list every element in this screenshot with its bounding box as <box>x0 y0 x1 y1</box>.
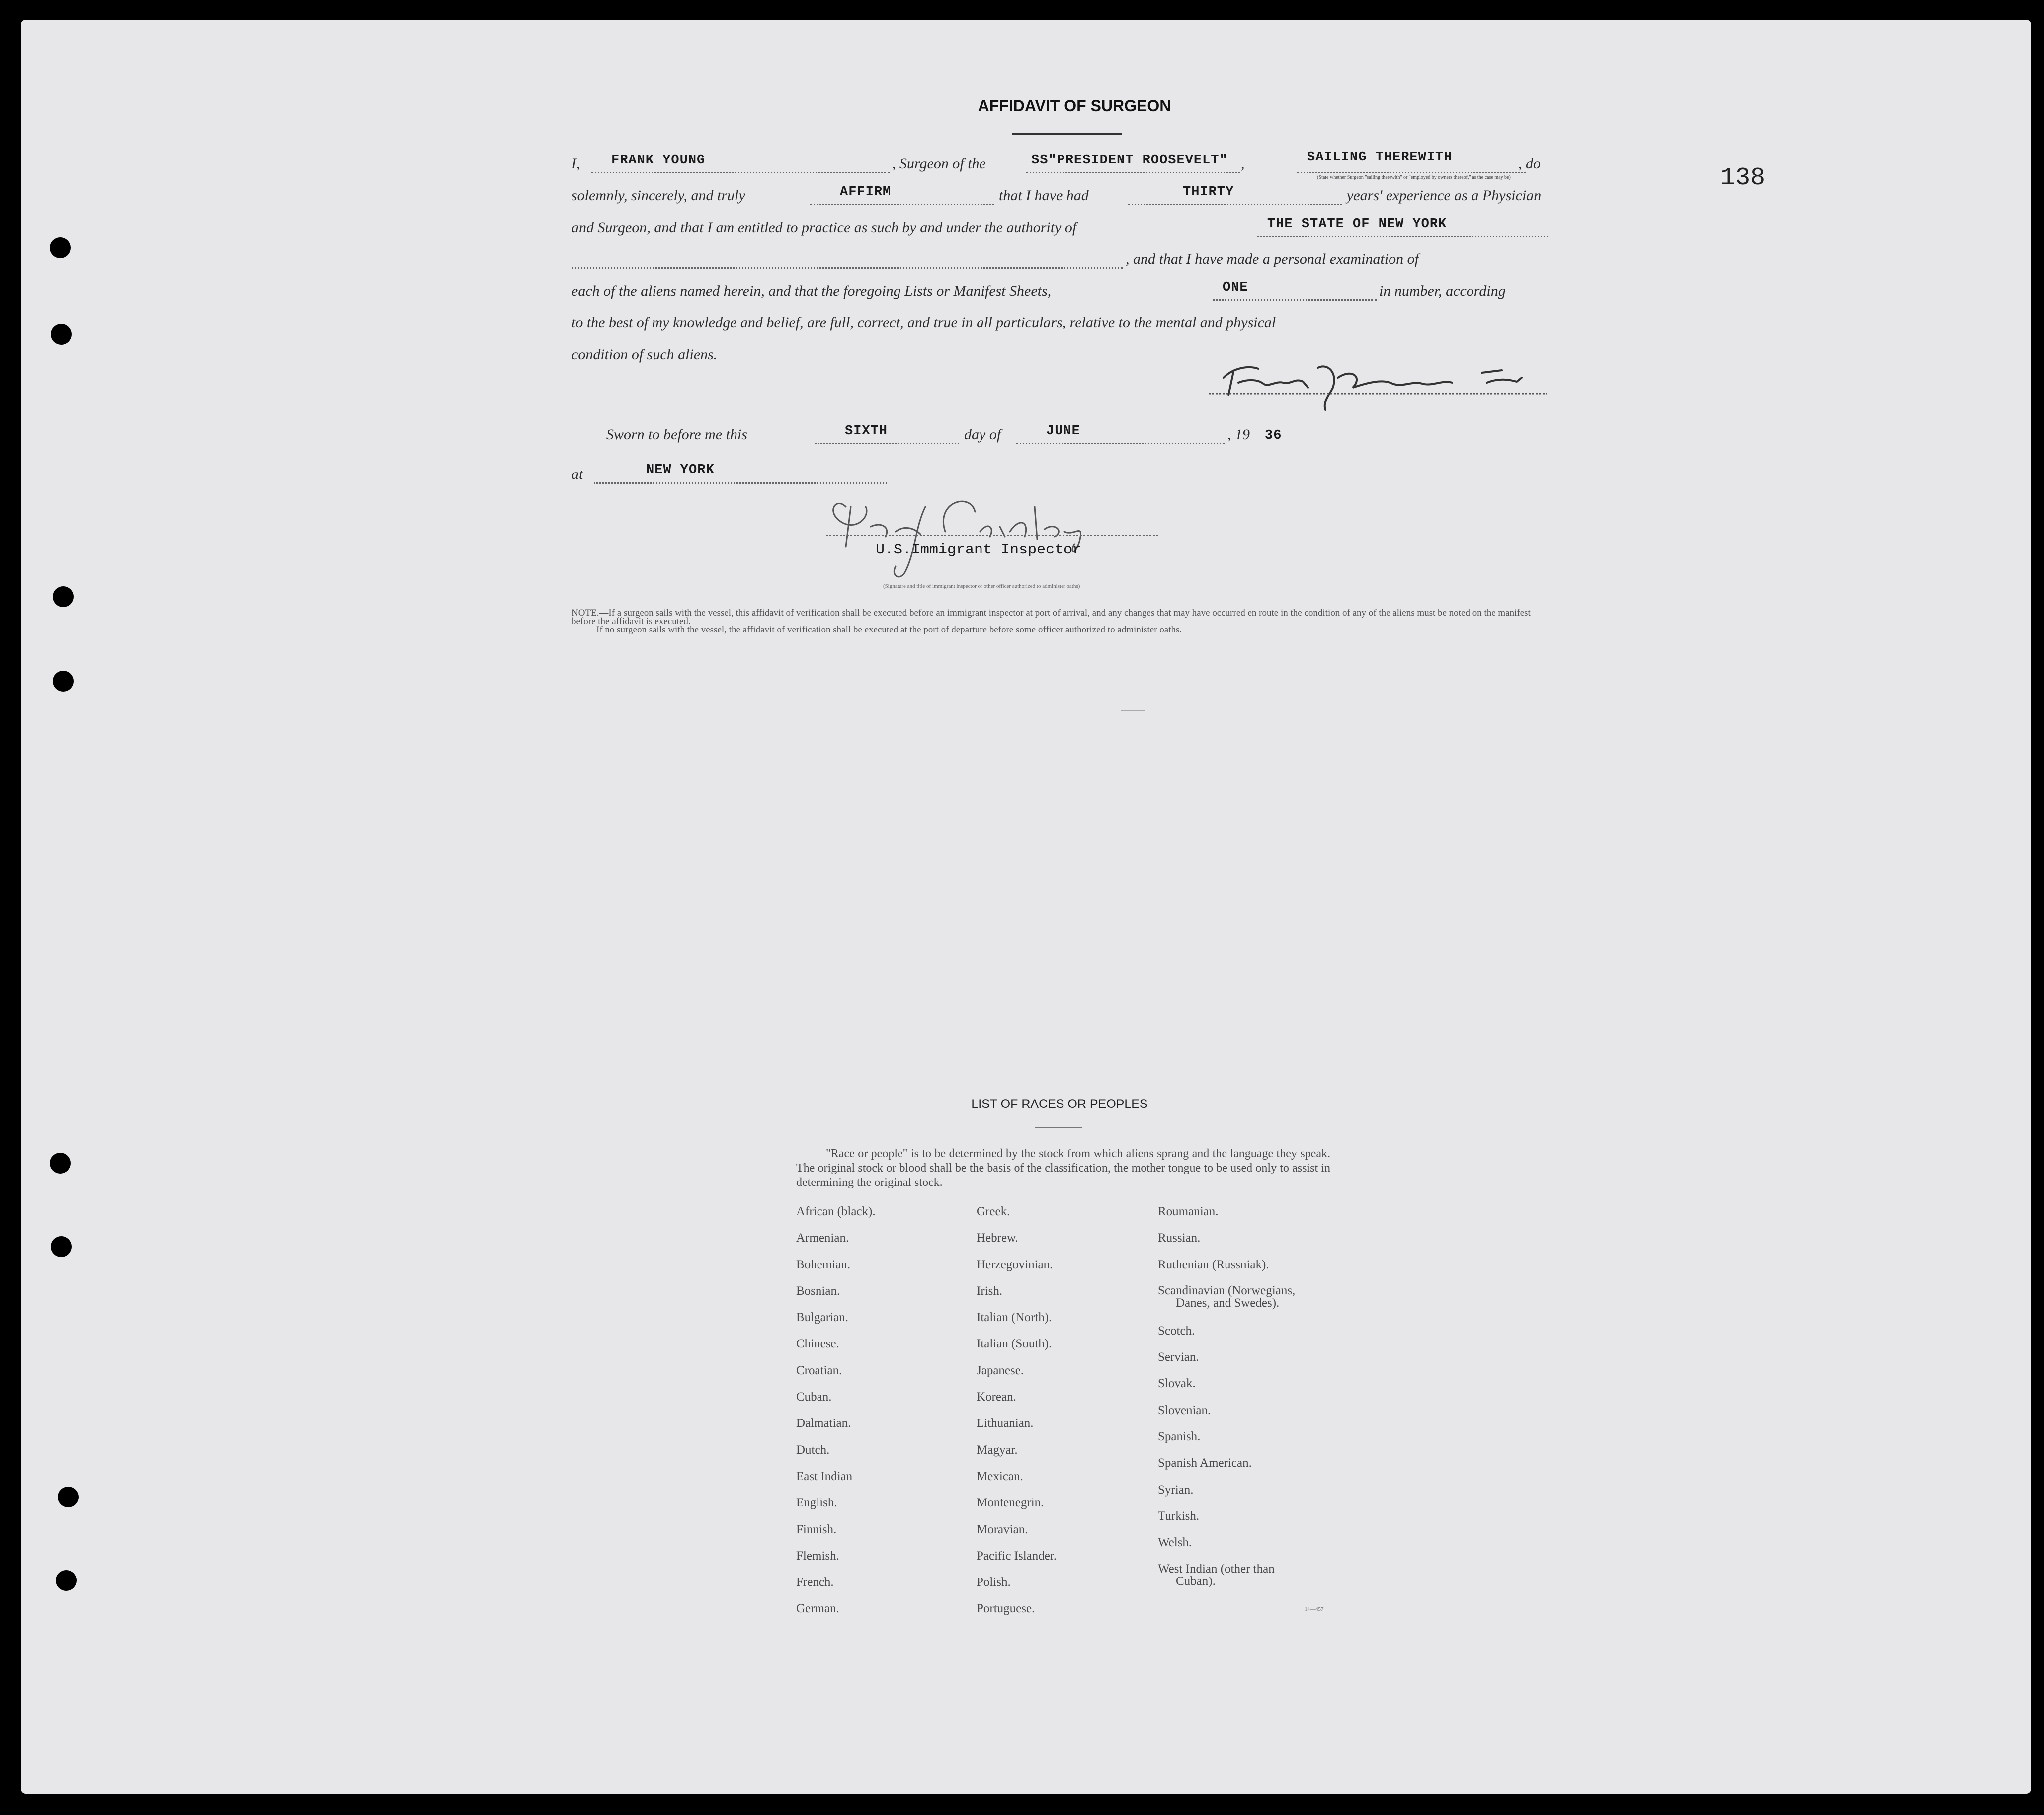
text-in-number: in number, according <box>1379 283 1506 299</box>
race-item: Ruthenian (Russniak). <box>1158 1258 1269 1271</box>
race-item: Moravian. <box>977 1522 1028 1536</box>
years-field <box>1128 184 1342 205</box>
binder-hole <box>50 1153 71 1174</box>
race-item: Scandinavian (Norwegians, <box>1158 1283 1296 1297</box>
race-item: Dalmatian. <box>796 1417 851 1430</box>
years: THIRTY <box>1183 185 1234 200</box>
text-best-of-knowledge: to the best of my knowledge and belief, are full, correct, and true in all particulars, relative to the mental and physical <box>572 315 1276 331</box>
surgeon-name-field <box>591 152 890 173</box>
race-item: Lithuanian. <box>977 1417 1034 1430</box>
text-that-i-have-had: that I have had <box>999 187 1089 204</box>
text-day-of: day of <box>964 426 1001 443</box>
race-item-multiline <box>1158 1563 1295 1592</box>
binder-hole <box>51 1236 72 1257</box>
race-item: Bosnian. <box>796 1284 840 1298</box>
text-at: at <box>572 466 583 482</box>
race-item: Portuguese. <box>977 1602 1035 1616</box>
affidavit-line-6 <box>572 306 1548 335</box>
race-item: African (black). <box>796 1205 876 1218</box>
race-item: Flemish. <box>796 1549 839 1563</box>
text-personal-examination: , and that I have made a personal examination of <box>1126 251 1419 267</box>
races-title: LIST OF RACES OR PEOPLES <box>971 1097 1148 1111</box>
note-paragraph-1: NOTE.—If a surgeon sails with the vessel, this affidavit of verification shall be executed before an immigrant inspector at port of arrival, and any changes that may have occurred en route in the condition of any of the aliens must be noted on the manifest before the affidavit is executed. <box>572 608 1531 627</box>
race-item: Herzegovinian. <box>977 1258 1053 1271</box>
race-item: Irish. <box>977 1284 1003 1298</box>
affidavit-line-1 <box>572 147 1548 180</box>
race-item: Italian (North). <box>977 1311 1052 1325</box>
race-item-multiline <box>1158 1284 1295 1324</box>
binder-hole <box>51 324 72 345</box>
race-item: French. <box>796 1576 834 1589</box>
sworn-day-field <box>815 423 959 444</box>
text-do: , do <box>1518 156 1541 172</box>
race-item: Chinese. <box>796 1337 839 1351</box>
binder-hole <box>53 671 74 692</box>
race-item: Spanish. <box>1158 1430 1201 1444</box>
affidavit-line-5 <box>572 274 1548 304</box>
inspector-title: U.S.Immigrant Inspector <box>876 542 1082 558</box>
race-item: Croatian. <box>796 1363 842 1377</box>
capacity-field <box>1297 152 1526 173</box>
text-surgeon-of: , Surgeon of the <box>892 156 986 172</box>
text-i: I, <box>572 156 580 172</box>
race-item-continuation: Danes, and Swedes). <box>1176 1296 1280 1310</box>
text-nineteen: , 19 <box>1227 426 1250 443</box>
races-intro: "Race or people" is to be determined by the stock from which aliens sprang and the language they speak. The original stock or blood shall be the basis of the classification, the mother tongue to be used only to assist in determining the original stock. <box>796 1147 1330 1189</box>
races-column-3 <box>1158 1205 1295 1592</box>
vessel-name: SS"PRESIDENT ROOSEVELT" <box>1031 153 1228 168</box>
race-item: Montenegrin. <box>977 1496 1044 1510</box>
text-comma: , <box>1241 156 1245 172</box>
race-item: Finnish. <box>796 1522 837 1536</box>
sworn-month: JUNE <box>1046 424 1080 439</box>
race-item: Russian. <box>1158 1231 1201 1245</box>
race-item: Polish. <box>977 1576 1011 1589</box>
oath-type: AFFIRM <box>840 185 892 200</box>
race-item: Bohemian. <box>796 1258 851 1271</box>
authority: THE STATE OF NEW YORK <box>1267 217 1447 232</box>
races-column-2 <box>977 1205 1057 1629</box>
sworn-year: 36 <box>1265 428 1282 443</box>
binder-hole <box>56 1570 77 1591</box>
oath-field <box>810 184 994 205</box>
note-paragraph-2: If no surgeon sails with the vessel, the affidavit of verification shall be executed at the port of departure before some officer authorized to administer oaths. <box>596 625 1182 635</box>
text-condition: condition of such aliens. <box>572 346 718 363</box>
binder-hole <box>53 586 74 607</box>
race-item: Servian. <box>1158 1350 1199 1364</box>
sheet-count: ONE <box>1223 280 1248 295</box>
text-sworn: Sworn to before me this <box>606 426 747 443</box>
text-years-experience: years' experience as a Physician <box>1347 187 1542 204</box>
races-column-1 <box>796 1205 876 1629</box>
authority-field <box>1257 216 1548 237</box>
affidavit-line-3 <box>572 210 1548 240</box>
race-item: Spanish American. <box>1158 1456 1252 1470</box>
race-item: Welsh. <box>1158 1536 1192 1550</box>
capacity-note: (State whether Surgeon "sailing therewith" or "employed by owners thereof," as the case may be) <box>1317 175 1511 180</box>
race-item: Greek. <box>977 1205 1010 1218</box>
binder-hole <box>50 237 71 258</box>
race-item: Slovak. <box>1158 1377 1196 1391</box>
race-item: East Indian <box>796 1469 853 1483</box>
text-each-of-the-aliens: each of the aliens named herein, and that the foregoing Lists or Manifest Sheets, <box>572 283 1052 299</box>
race-item: Dutch. <box>796 1443 830 1457</box>
sworn-month-field <box>1016 423 1225 444</box>
capacity: SAILING THEREWITH <box>1307 150 1453 165</box>
authority-continuation-field <box>572 247 1123 269</box>
races-title-rule <box>1035 1127 1082 1128</box>
affidavit-title: AFFIDAVIT OF SURGEON <box>978 97 1171 115</box>
sheet-count-field <box>1213 279 1377 301</box>
race-item: Scotch. <box>1158 1324 1195 1338</box>
affidavit-line-4 <box>572 242 1548 272</box>
vessel-field <box>1026 152 1240 173</box>
sworn-line <box>572 417 1548 447</box>
sworn-place: NEW YORK <box>646 463 715 477</box>
sworn-day: SIXTH <box>845 424 888 439</box>
affidavit-note <box>572 609 1548 634</box>
race-item: Turkish. <box>1158 1509 1200 1523</box>
inspector-signature <box>816 477 1164 591</box>
binder-hole <box>58 1487 79 1507</box>
document-page <box>21 20 2031 1794</box>
race-item: Hebrew. <box>977 1231 1018 1245</box>
title-rule <box>1012 133 1122 135</box>
race-item: English. <box>796 1496 837 1510</box>
race-item-continuation: Cuban). <box>1176 1574 1216 1588</box>
text-solemnly: solemnly, sincerely, and truly <box>572 187 745 204</box>
race-item: Pacific Islander. <box>977 1549 1057 1563</box>
race-item: Mexican. <box>977 1469 1023 1483</box>
race-item: Korean. <box>977 1390 1016 1404</box>
race-item: German. <box>796 1602 839 1616</box>
race-item: Armenian. <box>796 1231 849 1245</box>
race-item: Slovenian. <box>1158 1403 1211 1417</box>
race-item: Cuban. <box>796 1390 832 1404</box>
affidavit-line-2 <box>572 178 1548 208</box>
race-item: Magyar. <box>977 1443 1018 1457</box>
race-item: Syrian. <box>1158 1483 1194 1497</box>
page-number: 138 <box>1720 164 1766 192</box>
text-and-surgeon: and Surgeon, and that I am entitled to practice as such by and under the authority of <box>572 219 1077 236</box>
signature-caption: (Signature and title of immigrant inspector or other officer authorized to administer oaths) <box>883 583 1080 589</box>
race-item: Japanese. <box>977 1363 1024 1377</box>
divider <box>1121 710 1145 711</box>
race-item: Bulgarian. <box>796 1311 848 1325</box>
race-item: West Indian (other than <box>1158 1562 1275 1576</box>
form-number: 14—457 <box>1305 1606 1324 1612</box>
race-item: Italian (South). <box>977 1337 1052 1351</box>
surgeon-signature <box>1204 348 1552 417</box>
race-item: Roumanian. <box>1158 1205 1219 1218</box>
surgeon-name: FRANK YOUNG <box>611 153 706 168</box>
